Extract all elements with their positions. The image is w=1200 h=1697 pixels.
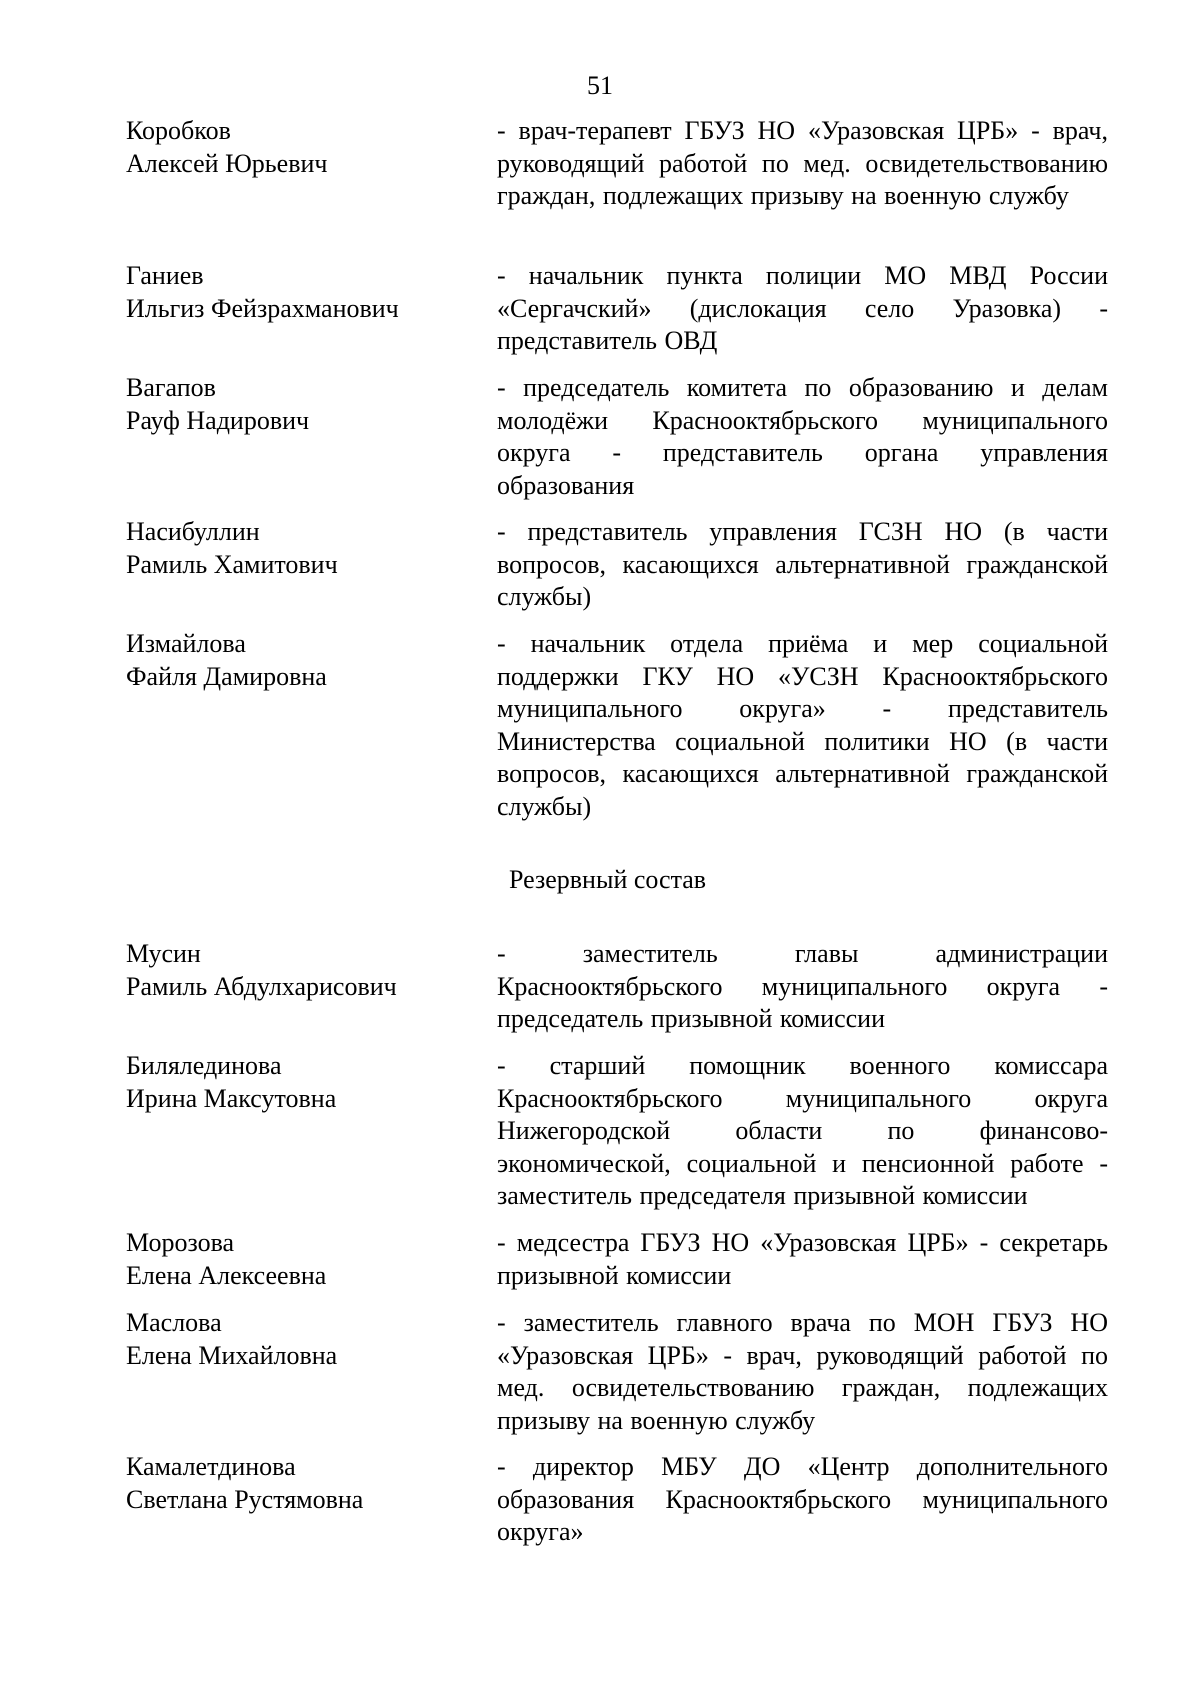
member-name (126, 1307, 486, 1372)
member-surname: Насибуллин (126, 517, 260, 546)
reserve-section-heading: Резервный состав (509, 865, 707, 894)
member-name (126, 260, 486, 325)
member-role: - начальник отдела приёма и мер социальной поддержки ГКУ НО «УСЗН Краснооктябрьского муниципального округа» - представитель Министерства социальной политики НО (в части вопросов, касающихся альтернативной гражданской службы) (497, 629, 1108, 821)
member-surname: Морозова (126, 1228, 235, 1257)
member-given-name: Елена Михайловна (126, 1340, 338, 1370)
member-given-name: Светлана Рустямовна (126, 1484, 364, 1514)
member-role: - старший помощник военного комиссара Краснооктябрьского муниципального округа Нижегородской области по финансово-экономической, социальной и пенсионной работе - заместитель председателя призывной комиссии (497, 1051, 1108, 1210)
member-given-name: Рауф Надирович (126, 405, 310, 435)
member-name (126, 1050, 486, 1115)
member-role: - заместитель главы администрации Краснооктябрьского муниципального округа - председатель призывной комиссии (497, 939, 1108, 1033)
member-surname: Вагапов (126, 373, 216, 402)
member-surname: Измайлова (126, 629, 246, 658)
member-role: - врач-терапевт ГБУЗ НО «Уразовская ЦРБ» - врач, руководящий работой по мед. освидетельствованию граждан, подлежащих призыву на военную службу (497, 116, 1108, 210)
member-role: - председатель комитета по образованию и делам молодёжи Краснооктябрьского муниципального округа - представитель органа управления образования (497, 373, 1108, 500)
member-surname: Мусин (126, 939, 201, 968)
member-name (126, 1451, 486, 1516)
member-surname: Камалетдинова (126, 1452, 296, 1481)
member-given-name: Файля Дамировна (126, 661, 327, 691)
member-surname: Коробков (126, 116, 231, 145)
member-name (126, 1227, 486, 1292)
member-given-name: Алексей Юрьевич (126, 148, 328, 178)
page-number: 51 (587, 71, 613, 100)
member-surname: Маслова (126, 1308, 222, 1337)
member-role: - начальник пункта полиции МО МВД России «Сергачский» (дислокация село Уразовка) - представитель ОВД (497, 261, 1108, 355)
member-name (126, 628, 486, 693)
member-role: - заместитель главного врача по МОН ГБУЗ НО «Уразовская ЦРБ» - врач, руководящий работой по мед. освидетельствованию граждан, подлежащих призыву на военную службу (497, 1308, 1108, 1435)
member-given-name: Рамиль Хамитович (126, 549, 338, 579)
member-given-name: Ильгиз Фейзрахманович (126, 293, 399, 323)
member-role: - представитель управления ГСЗН НО (в части вопросов, касающихся альтернативной гражданской службы) (497, 517, 1108, 611)
member-given-name: Елена Алексеевна (126, 1260, 327, 1290)
member-name (126, 516, 486, 581)
member-role: - медсестра ГБУЗ НО «Уразовская ЦРБ» - секретарь призывной комиссии (497, 1228, 1108, 1290)
member-name (126, 115, 486, 180)
member-name (126, 938, 486, 1003)
member-given-name: Ирина Максутовна (126, 1083, 337, 1113)
member-role: - директор МБУ ДО «Центр дополнительного образования Краснооктябрьского муниципального округа» (497, 1452, 1108, 1546)
member-given-name: Рамиль Абдулхарисович (126, 971, 397, 1001)
member-name (126, 372, 486, 437)
member-surname: Ганиев (126, 261, 204, 290)
member-surname: Билялединова (126, 1051, 282, 1080)
